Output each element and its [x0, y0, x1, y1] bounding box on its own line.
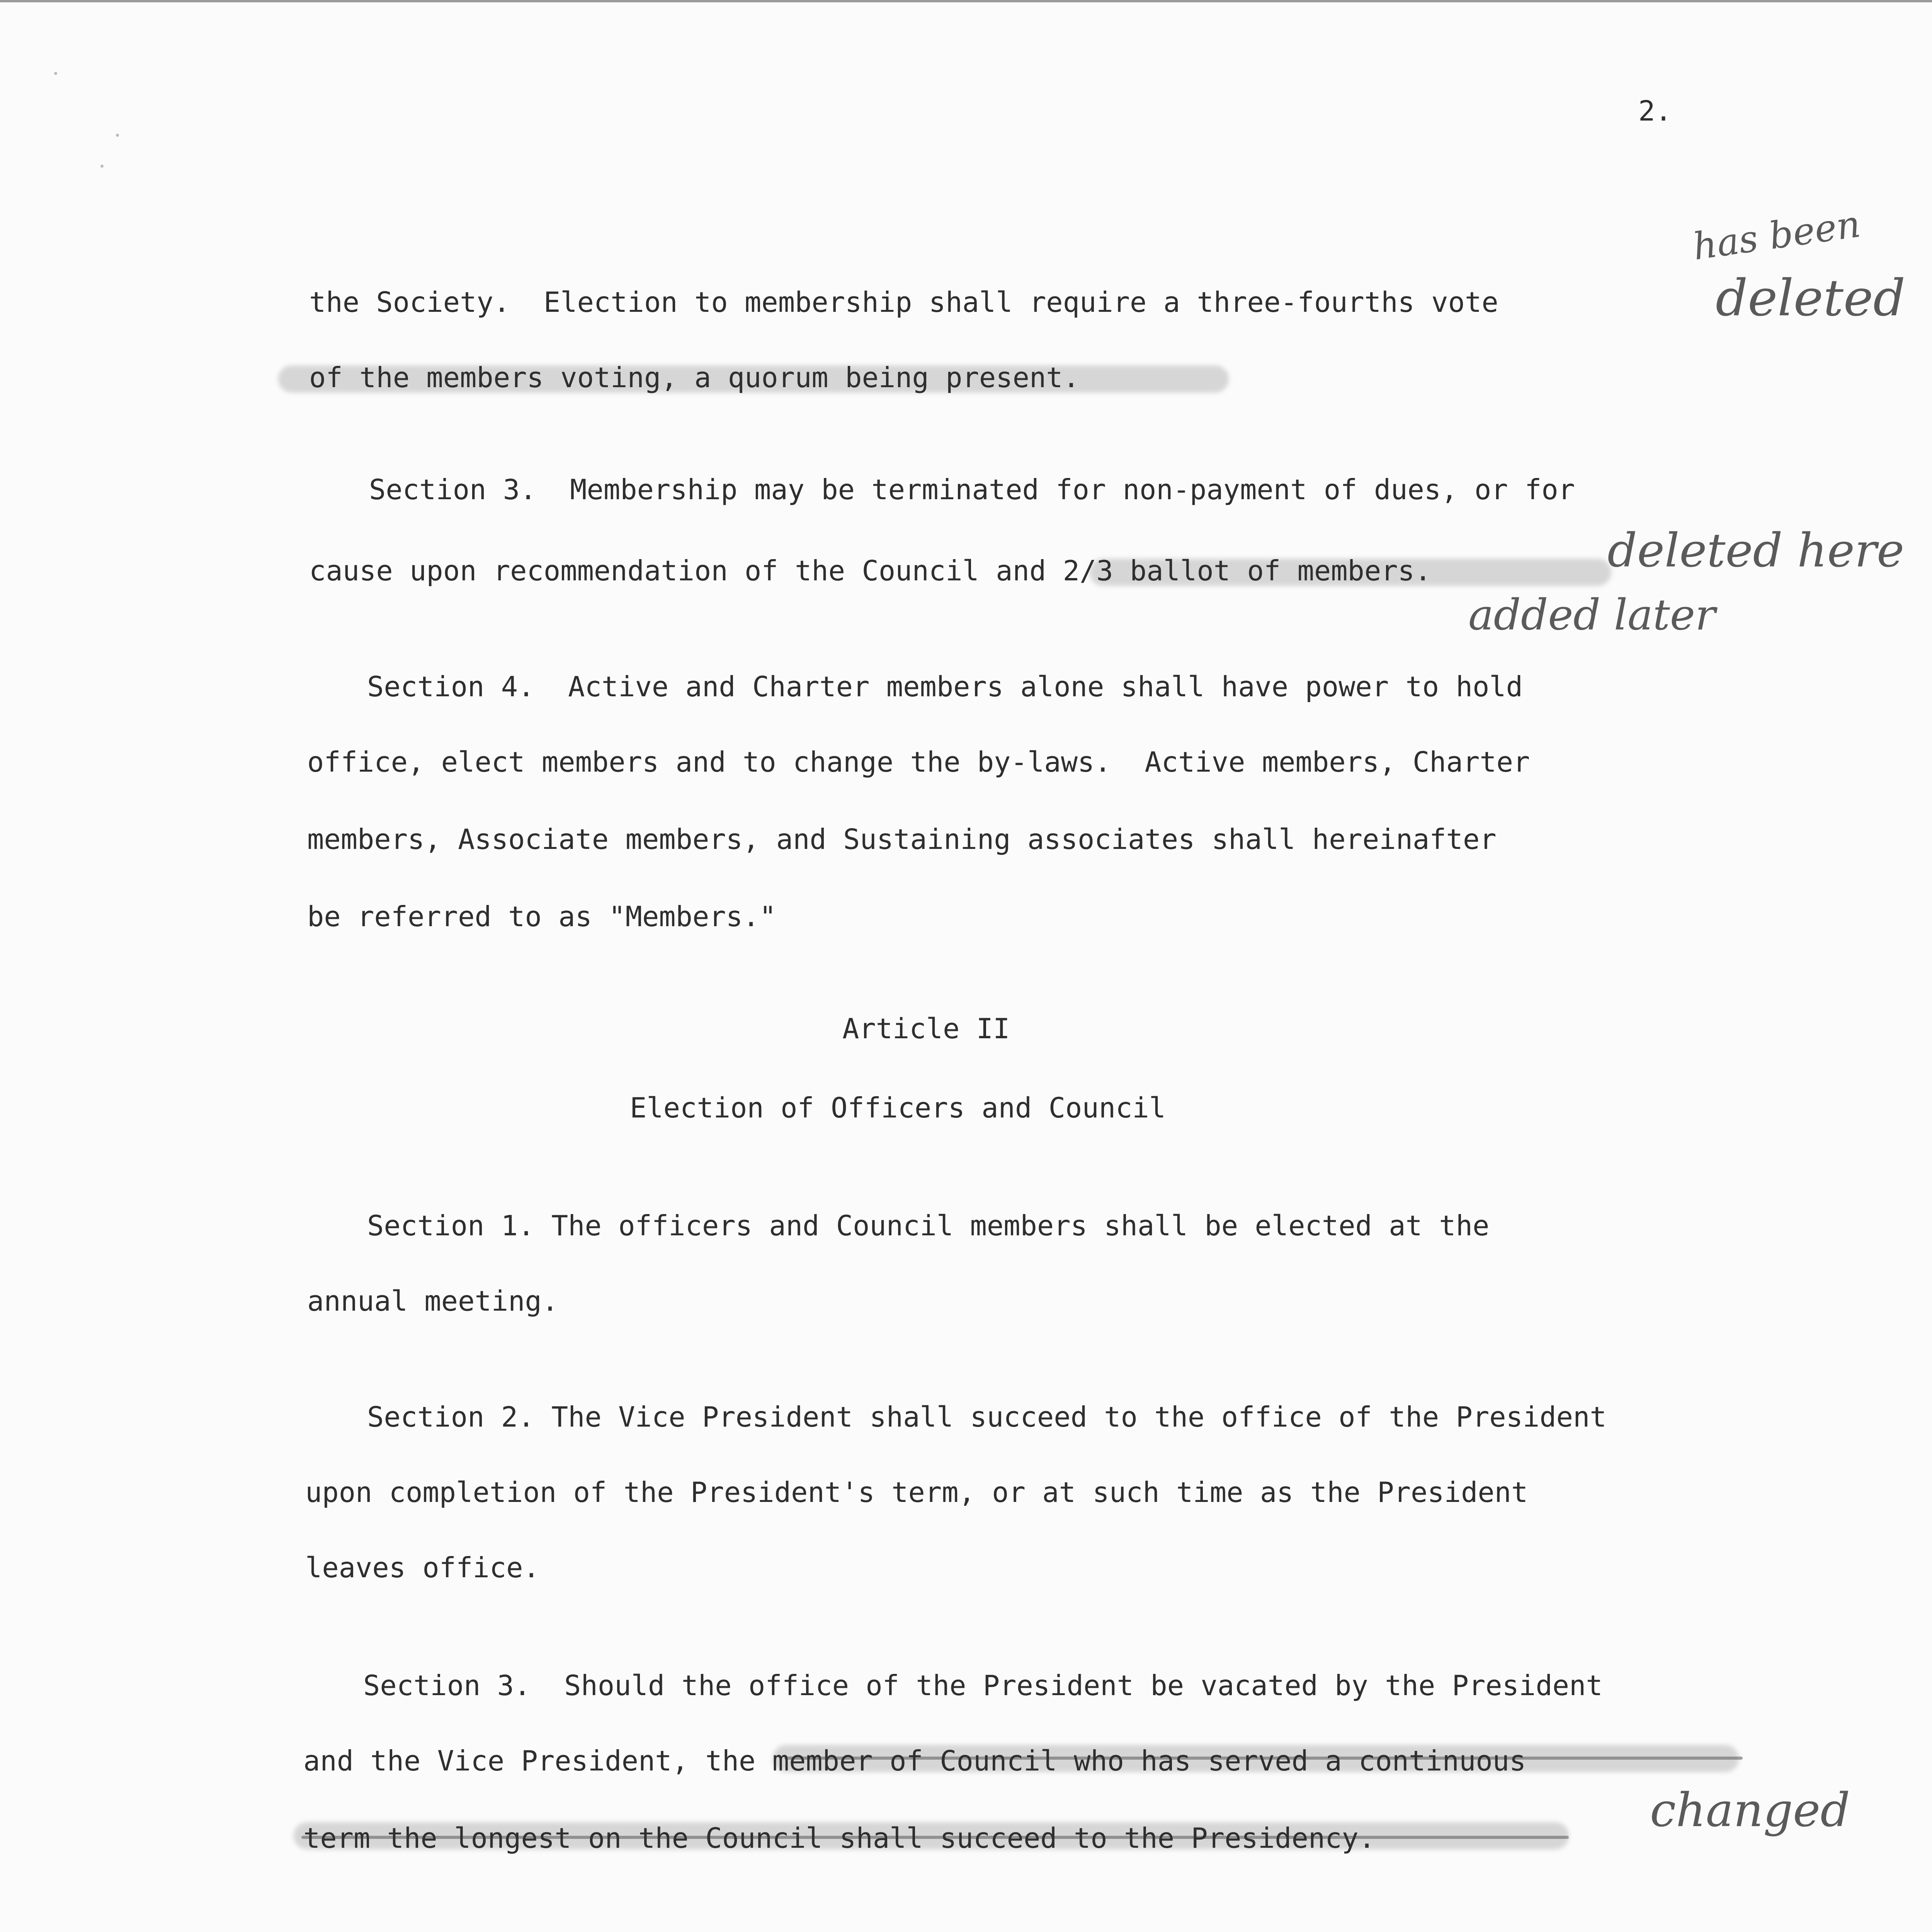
text-line: annual meeting.: [307, 1285, 559, 1317]
text-line: office, elect members and to change the by-laws. Active members, Charter: [307, 746, 1530, 778]
text-line: cause upon recommendation of the Council and 2/3 ballot of members.: [309, 554, 1432, 587]
handwritten-note: has been: [1690, 202, 1863, 269]
text-line: Section 3. Membership may be terminated for non-payment of dues, or for: [369, 473, 1575, 506]
scan-speck: [100, 165, 104, 168]
text-line: Section 4. Active and Charter members alone shall have power to hold: [367, 670, 1523, 703]
article-heading: Article II: [842, 1012, 1010, 1045]
handwritten-note: changed: [1650, 1784, 1850, 1837]
text-line: upon completion of the President's term, or at such time as the President: [305, 1476, 1528, 1509]
article-subheading: Election of Officers and Council: [630, 1092, 1166, 1124]
text-line: the Society. Election to membership shall require a three-fourths vote: [309, 286, 1498, 318]
handwritten-note: deleted: [1716, 269, 1906, 327]
handwritten-note: deleted here: [1607, 524, 1905, 578]
text-line: leaves office.: [305, 1551, 540, 1584]
text-line: term the longest on the Council shall succeed to the Presidency.: [303, 1822, 1376, 1854]
text-line: be referred to as "Members.": [307, 900, 776, 933]
scan-speck: [116, 134, 119, 137]
text-line: and the Vice President, the member of Council who has served a continuous: [303, 1745, 1526, 1777]
page-number: 2.: [1638, 95, 1672, 127]
text-line: Section 1. The officers and Council members shall be elected at the: [367, 1209, 1490, 1242]
scan-speck: [54, 72, 57, 75]
text-line: Section 2. The Vice President shall succeed to the office of the President: [367, 1401, 1607, 1433]
text-line: Section 3. Should the office of the President be vacated by the President: [363, 1669, 1603, 1702]
handwritten-note: added later: [1468, 590, 1716, 639]
text-line: members, Associate members, and Sustaining associates shall hereinafter: [307, 823, 1497, 855]
text-line: of the members voting, a quorum being present.: [309, 361, 1080, 394]
